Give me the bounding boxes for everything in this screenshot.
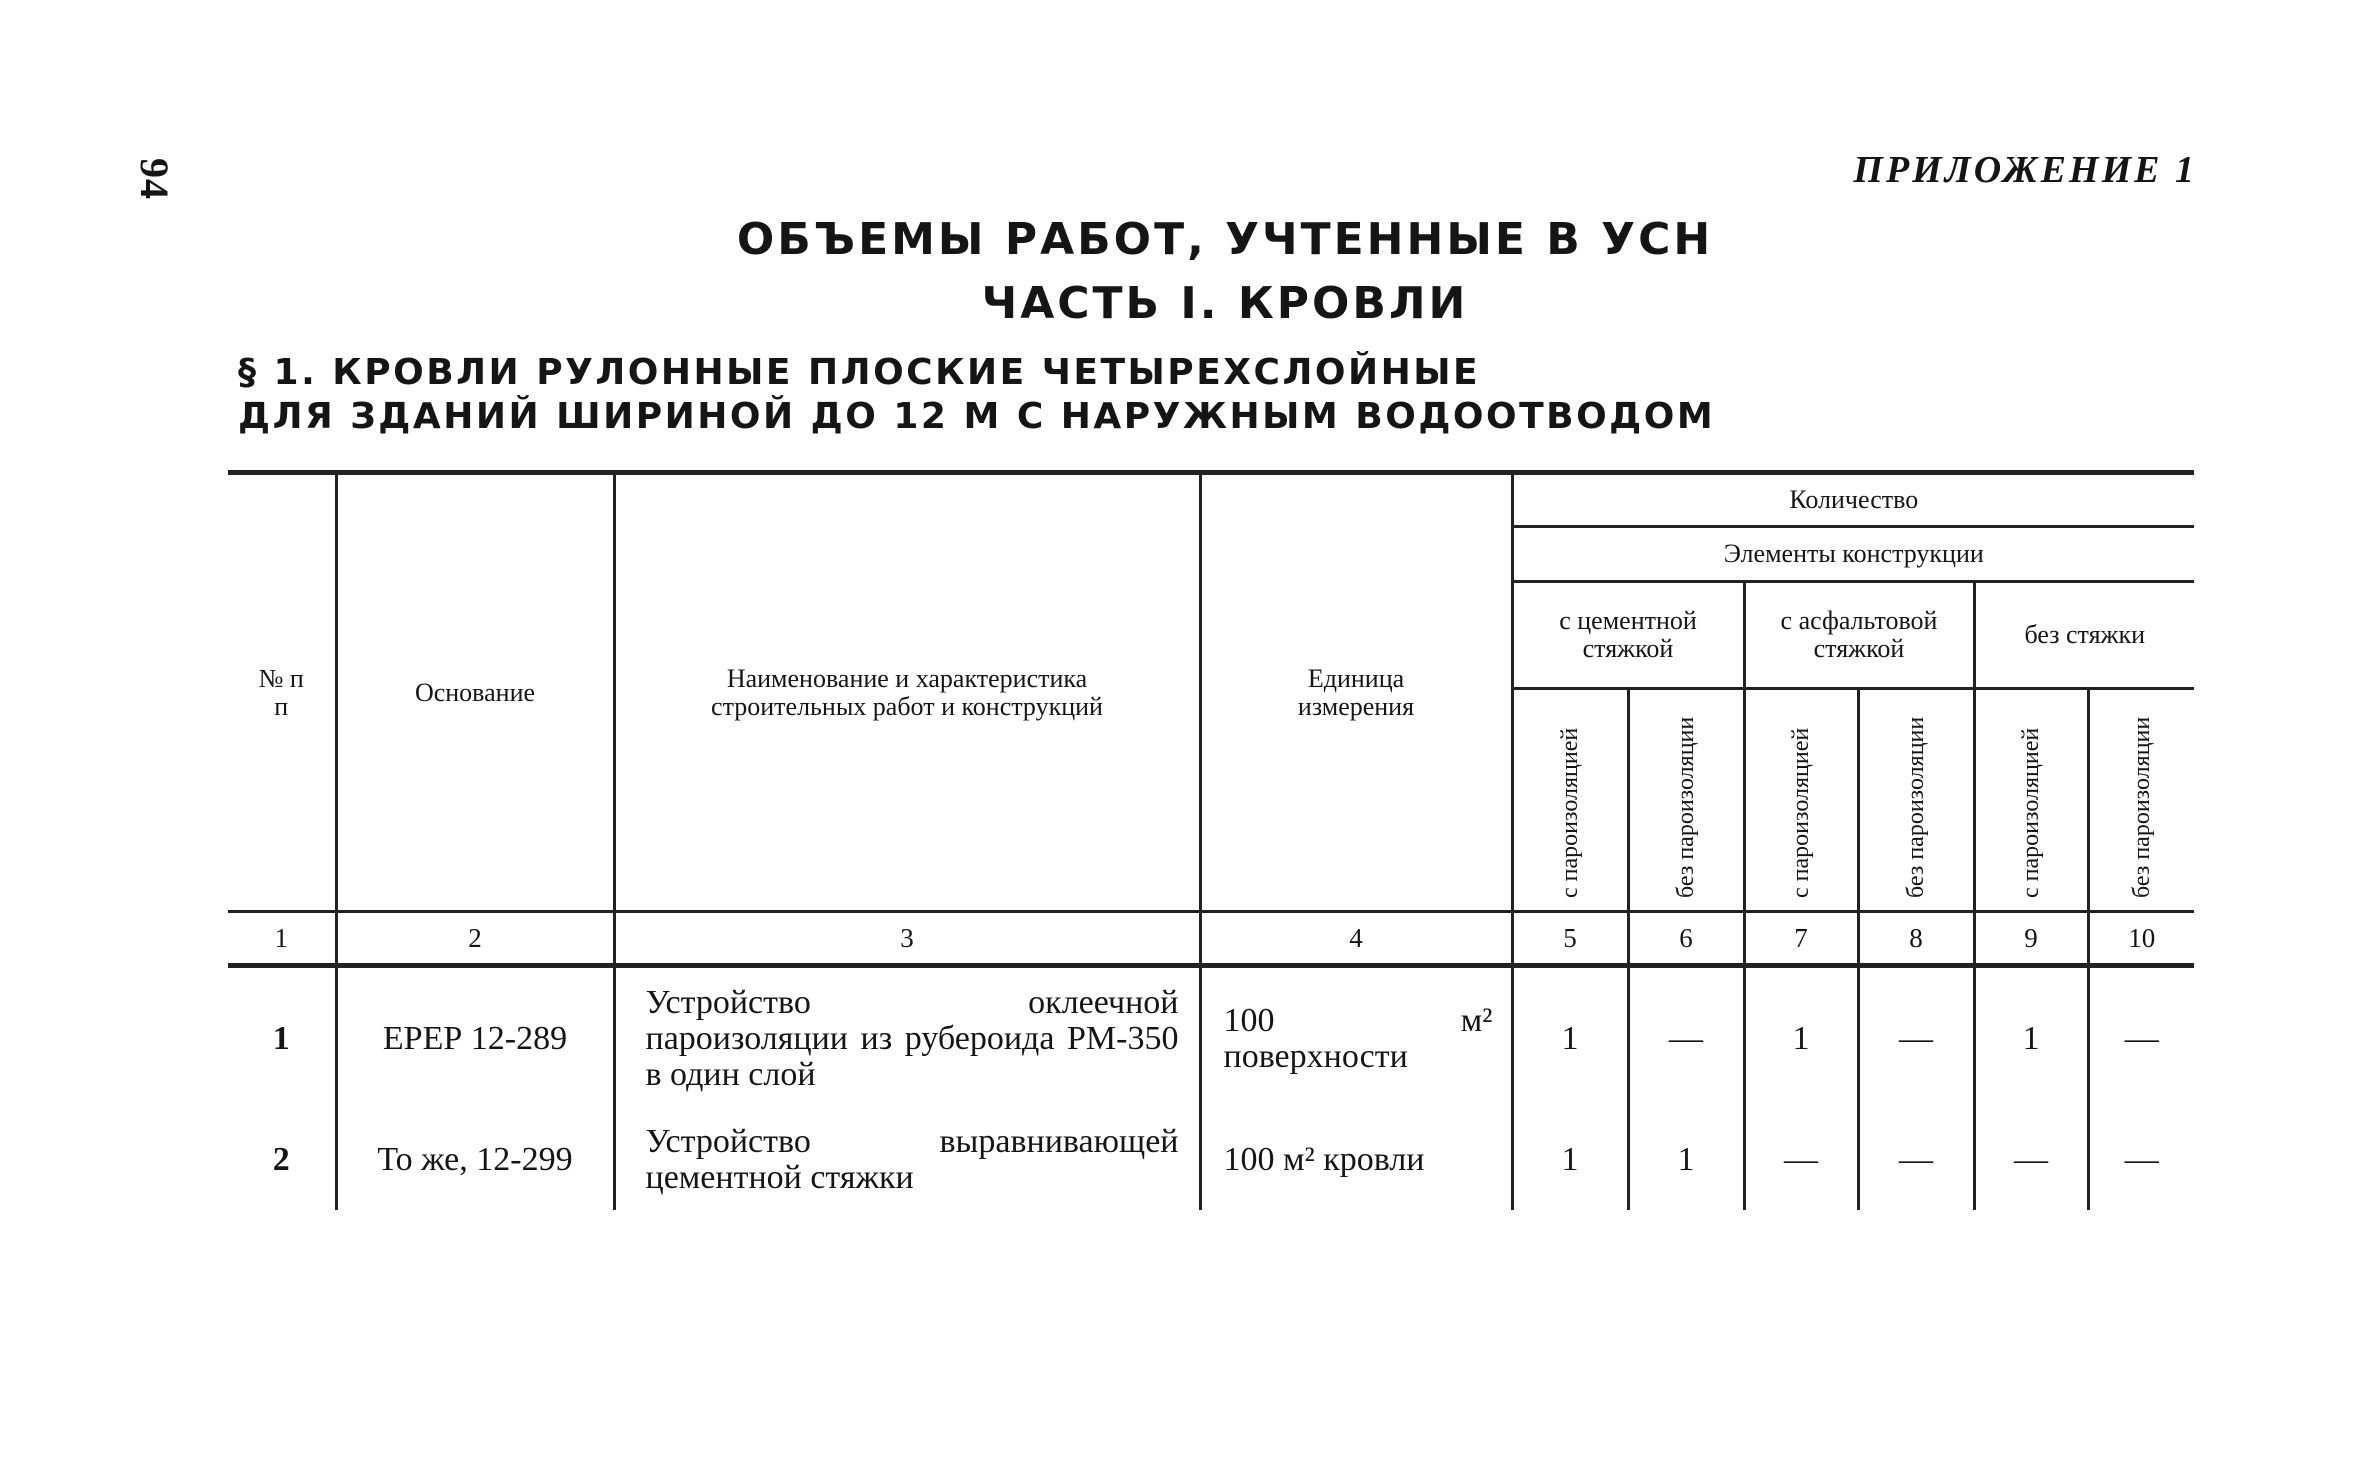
column-number: 4 xyxy=(1200,912,1512,966)
row-value: 1 xyxy=(1512,1110,1628,1210)
column-number: 10 xyxy=(2088,912,2194,966)
column-numbers-row xyxy=(228,912,2194,966)
table-row xyxy=(228,1110,2194,1210)
header-cement-with-vapor: с пароизоляцией xyxy=(1512,689,1628,912)
header-elements: Элементы конструкции xyxy=(1512,527,2194,582)
column-number: 7 xyxy=(1744,912,1858,966)
header-asphalt-with-vapor: с пароизоляцией xyxy=(1744,689,1858,912)
row-value: — xyxy=(1744,1110,1858,1210)
column-number: 9 xyxy=(1974,912,2088,966)
row-unit: 100 м² поверхности xyxy=(1200,966,1512,1111)
page-number: 94 xyxy=(132,158,177,200)
row-value: — xyxy=(2088,1110,2194,1210)
column-number: 3 xyxy=(614,912,1200,966)
header-num: № п п xyxy=(228,473,336,912)
header-none-with-vapor: с пароизоляцией xyxy=(1974,689,2088,912)
section-title-line-1: § 1. КРОВЛИ РУЛОННЫЕ ПЛОСКИЕ ЧЕТЫРЕХСЛОЙНЫЕ xyxy=(238,352,1481,393)
row-value: 1 xyxy=(1512,966,1628,1111)
row-value: — xyxy=(1628,966,1744,1111)
row-basis: То же, 12-299 xyxy=(336,1110,614,1210)
table-row xyxy=(228,966,2194,1111)
header-name: Наименование и характеристика строительных работ и конструкций xyxy=(614,473,1200,912)
header-group-asphalt: с асфальтовой стяжкой xyxy=(1744,582,1974,689)
row-unit: 100 м² кровли xyxy=(1200,1110,1512,1210)
header-basis: Основание xyxy=(336,473,614,912)
appendix-label: ПРИЛОЖЕНИЕ 1 xyxy=(1853,149,2197,191)
column-number: 2 xyxy=(336,912,614,966)
row-num: 2 xyxy=(228,1110,336,1210)
column-number: 8 xyxy=(1858,912,1974,966)
header-cement-without-vapor: без пароизоляции xyxy=(1628,689,1744,912)
row-value: — xyxy=(1974,1110,2088,1210)
row-value: 1 xyxy=(1628,1110,1744,1210)
header-quantity: Количество xyxy=(1512,473,2194,527)
row-value: 1 xyxy=(1744,966,1858,1111)
row-value: — xyxy=(2088,966,2194,1111)
header-group-none: без стяжки xyxy=(1974,582,2194,689)
section-title-line-2: ДЛЯ ЗДАНИЙ ШИРИНОЙ ДО 12 М С НАРУЖНЫМ ВОДООТВОДОМ xyxy=(238,396,1716,437)
works-table xyxy=(228,470,2194,1210)
header-asphalt-without-vapor: без пароизоляции xyxy=(1858,689,1974,912)
row-num: 1 xyxy=(228,966,336,1111)
column-number: 5 xyxy=(1512,912,1628,966)
row-value: — xyxy=(1858,1110,1974,1210)
column-number: 6 xyxy=(1628,912,1744,966)
header-unit: Единица измерения xyxy=(1200,473,1512,912)
row-value: 1 xyxy=(1974,966,2088,1111)
header-none-without-vapor: без пароизоляции xyxy=(2088,689,2194,912)
row-name: Устройство оклеечной пароизоляции из рубероида РМ-350 в один слой xyxy=(614,966,1200,1111)
column-number: 1 xyxy=(228,912,336,966)
document-title: ОБЪЕМЫ РАБОТ, УЧТЕННЫЕ В УСН xyxy=(736,214,1714,265)
header-group-cement: с цементной стяжкой xyxy=(1512,582,1744,689)
part-title: ЧАСТЬ I. КРОВЛИ xyxy=(981,278,1469,329)
row-basis: ЕРЕР 12-289 xyxy=(336,966,614,1111)
row-value: — xyxy=(1858,966,1974,1111)
row-name: Устройство выравнивающей цементной стяжки xyxy=(614,1110,1200,1210)
